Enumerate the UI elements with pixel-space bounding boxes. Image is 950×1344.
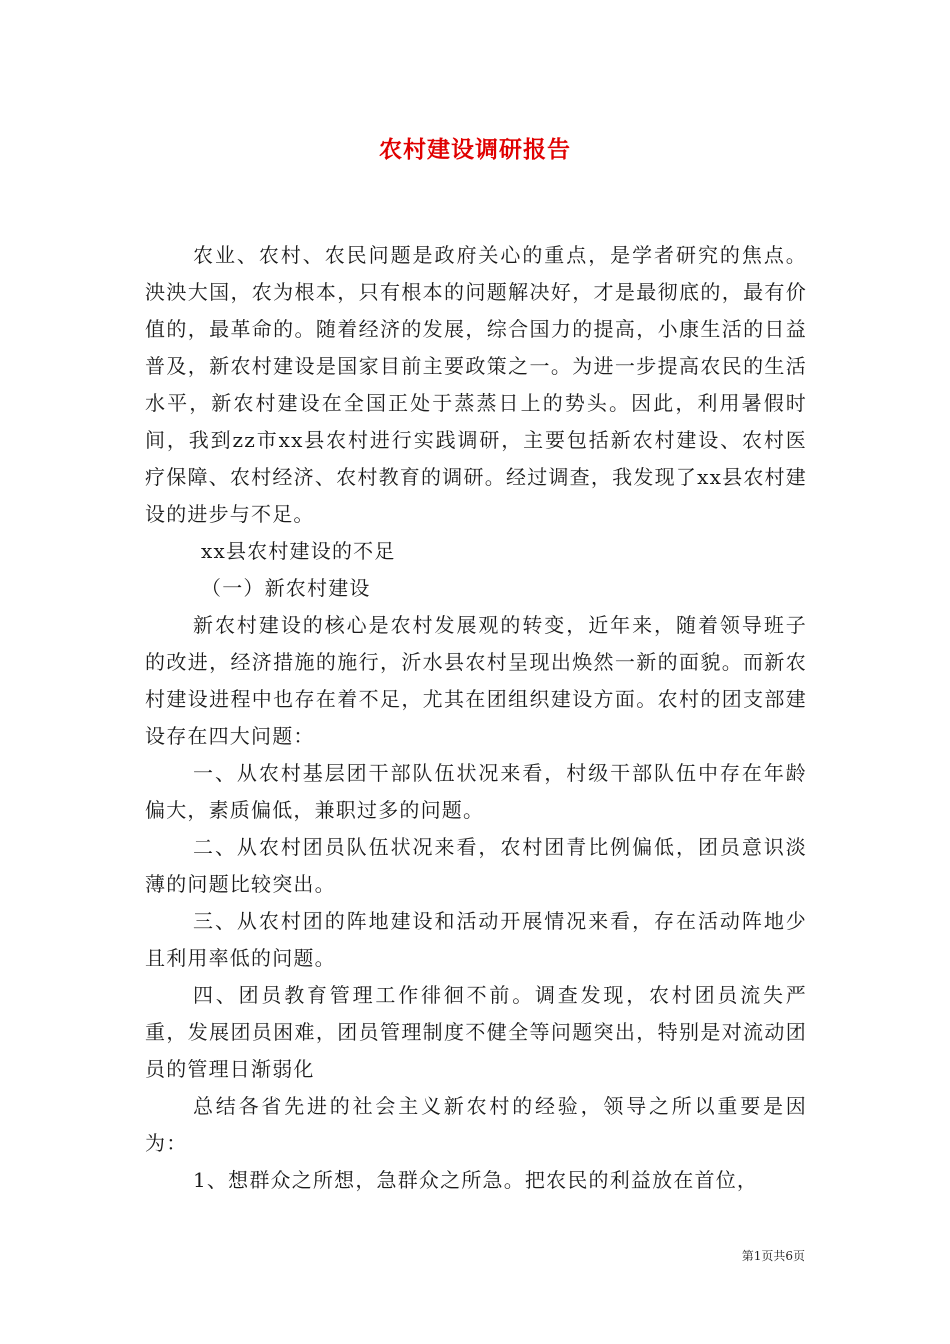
paragraph-point-1: 1、想群众之所想，急群众之所急。把农民的利益放在首位， <box>193 1168 759 1192</box>
paragraph-problem-3: 三、从农村团的阵地建设和活动开展情况来看，存在活动阵地少且利用率低的问题。 <box>145 909 807 970</box>
paragraph-intro: 农业、农村、农民问题是政府关心的重点，是学者研究的焦点。泱泱大国，农为根本，只有根本的问题解决好，才是最彻底的，最有价值的，最革命的。随着经济的发展，综合国力的提高，小康生活的日益普及，新农村建设是国家目前主要政策之一。为进一步提高农民的生活水平，新农村建设在全国正处于蒸蒸日上的势头。因此，利用暑假时间，我到zz市xx县农村进行实践调研，主要包括新农村建设、农村医疗保障、农村经济、农村教育的调研。经过调查，我发现了xx县农村建设的进步与不足。 <box>145 243 807 526</box>
paragraph-problem-1: 一、从农村基层团干部队伍状况来看，村级干部队伍中存在年龄偏大，素质偏低，兼职过多的问题。 <box>145 761 807 822</box>
document-body <box>145 237 807 1199</box>
paragraph-summary: 总结各省先进的社会主义新农村的经验，领导之所以重要是因为： <box>145 1094 807 1155</box>
paragraph-new-rural-construction: 新农村建设的核心是农村发展观的转变，近年来，随着领导班子的改进，经济措施的施行，沂水县农村呈现出焕然一新的面貌。而新农村建设进程中也存在着不足，尤其在团组织建设方面。农村的团支部建设存在四大问题： <box>145 613 807 748</box>
paragraph-problem-4: 四、团员教育管理工作徘徊不前。调查发现，农村团员流失严重，发展团员困难，团员管理制度不健全等问题突出，特别是对流动团员的管理日渐弱化 <box>145 983 807 1081</box>
document-title: 农村建设调研报告 <box>379 136 571 163</box>
section-heading: xx县农村建设的不足 <box>201 539 396 563</box>
subsection-heading: （一）新农村建设 <box>201 576 371 600</box>
paragraph-problem-2: 二、从农村团员队伍状况来看，农村团青比例偏低，团员意识淡薄的问题比较突出。 <box>145 835 807 896</box>
page-number-footer: 第1页共6页 <box>741 1249 805 1263</box>
